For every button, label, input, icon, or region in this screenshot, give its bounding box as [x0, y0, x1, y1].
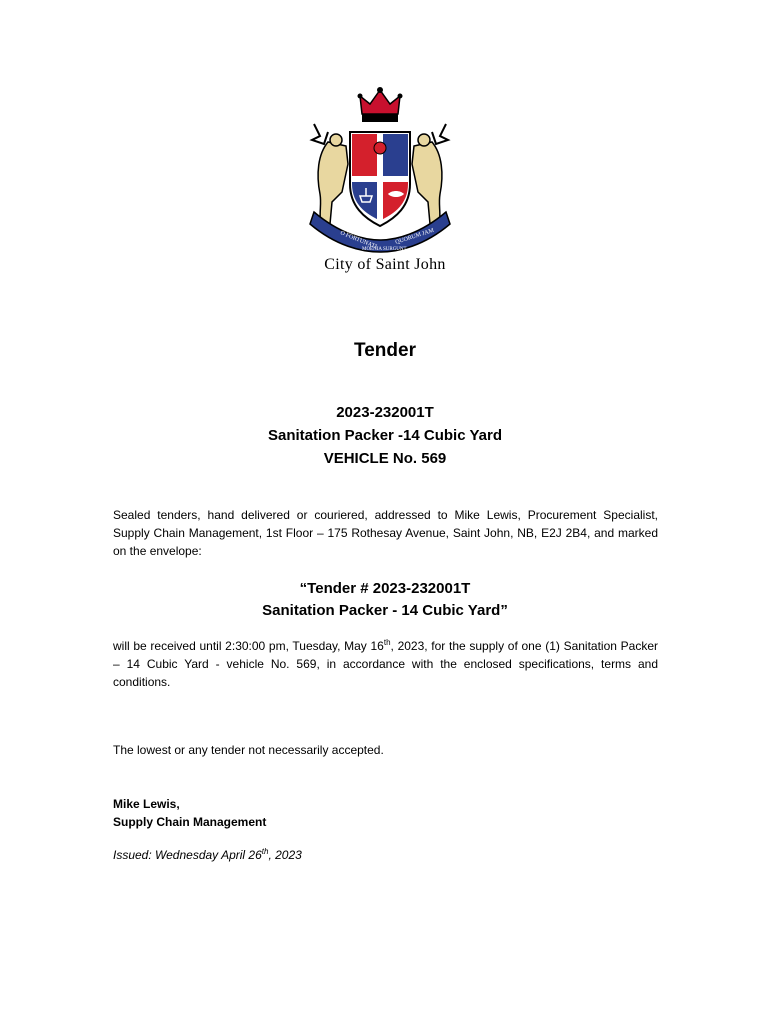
envelope-marking-line2: Sanitation Packer - 14 Cubic Yard” [262, 602, 508, 619]
vehicle-number: VEHICLE No. 569 [323, 450, 447, 467]
motto-bottom-text: MOENIA SURGUNT [362, 247, 407, 252]
envelope-marking-line1: “Tender # 2023-232001T [299, 580, 471, 597]
crown-icon [358, 87, 403, 122]
deadline-text-start: will be received until 2:30:00 pm, Tuesday, May 16 [113, 639, 384, 653]
motto-right-text: QUORUM JAM [394, 227, 435, 246]
issued-text-start: Issued: Wednesday April 26 [113, 848, 262, 862]
signatory-department: Supply Chain Management [113, 815, 267, 829]
issued-text-end: , 2023 [268, 848, 302, 862]
deadline-paragraph [113, 637, 658, 691]
issued-date [113, 848, 302, 862]
motto-left-text: O FORTUNATI [339, 230, 378, 251]
document-title: Tender [354, 340, 416, 361]
tender-number: 2023-232001T [336, 404, 434, 421]
right-stag-supporter [412, 124, 448, 224]
deadline-text-end: , 2023, for the supply of one (1) Sanitation Packer – 14 Cubic Yard - vehicle No. 569, in accordance with the enclosed specifications, terms and conditions. [113, 639, 658, 689]
intro-paragraph: Sealed tenders, hand delivered or couriered, addressed to Mike Lewis, Procurement Specialist, Supply Chain Management, 1st Floor – 175 Rothesay Avenue, Saint John, NB, E2J 2B4, and marked on the envelope: [113, 508, 658, 558]
issued-ordinal: th [261, 847, 269, 856]
disclaimer-text: The lowest or any tender not necessarily accepted. [113, 743, 384, 757]
coat-of-arms-logo [300, 84, 460, 254]
tender-subject: Sanitation Packer -14 Cubic Yard [268, 427, 502, 444]
city-name: City of Saint John [324, 256, 446, 273]
deadline-ordinal: th [383, 638, 391, 647]
signatory-name: Mike Lewis, [113, 797, 180, 811]
left-stag-supporter [312, 124, 348, 224]
shield-icon [350, 132, 410, 226]
